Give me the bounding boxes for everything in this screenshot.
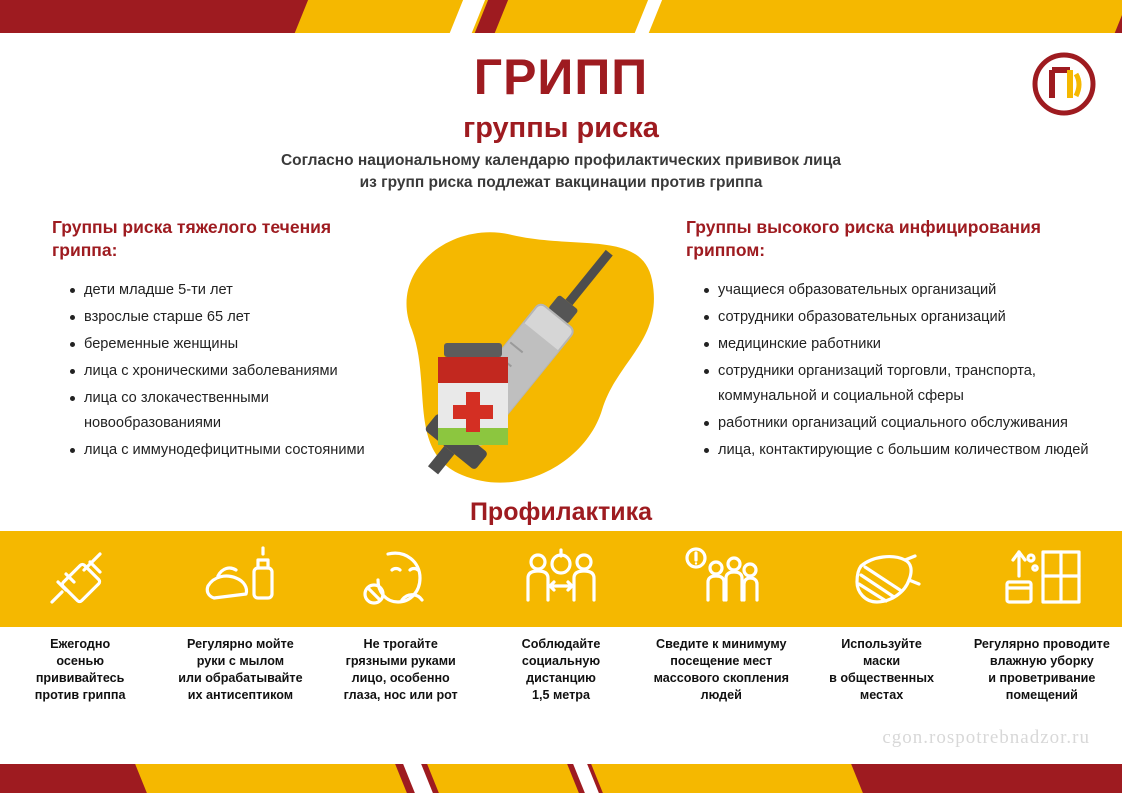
prevention-icon-cell-4 — [481, 531, 641, 627]
prevention-caption-7: Регулярно проводите влажную уборку и проветривание помещений — [973, 637, 1110, 702]
list-item: сотрудники образовательных организаций — [704, 305, 1122, 330]
band-yellow-stripe-bottom-2 — [425, 759, 579, 793]
band-white-underline — [0, 33, 1122, 40]
list-item: беременные женщины — [70, 332, 370, 357]
bottom-decorative-band — [0, 759, 1122, 793]
cleaning-ventilation-icon — [997, 542, 1087, 616]
list-item: дети младше 5-ти лет — [70, 278, 370, 303]
avoid-crowds-icon — [678, 542, 764, 616]
list-item: лица, контактирующие с большим количеством людей — [704, 438, 1122, 463]
left-risk-list — [52, 278, 370, 465]
list-item: работники организаций социального обслуживания — [704, 411, 1122, 436]
prevention-icons-row — [0, 531, 1122, 627]
syringe-icon — [40, 542, 120, 616]
page-title: ГРИПП — [473, 49, 649, 105]
prevention-caption-row — [0, 636, 1122, 704]
list-item: сотрудники организаций торговли, транспорта, коммунальной и социальной сферы — [704, 359, 1122, 409]
band-yellow-stripe-bottom-1 — [133, 759, 407, 793]
page-subtitle: группы риска — [463, 112, 659, 144]
band-white-overline — [0, 759, 1122, 764]
left-column-heading: Группы риска тяжелого течения гриппа: — [52, 217, 332, 260]
prevention-icon-cell-2 — [160, 531, 320, 627]
prevention-caption-6: Используйте маски в общественных местах — [829, 637, 934, 702]
face-mask-icon — [839, 542, 925, 616]
prevention-caption-3: Не трогайте грязными руками лицо, особенно глаза, нос или рот — [343, 637, 458, 702]
watermark-url: cgon.rospotrebnadzor.ru — [882, 727, 1090, 748]
no-touch-face-icon — [358, 542, 444, 616]
prevention-title: Профилактика — [469, 498, 653, 526]
prevention-icon-cell-5 — [641, 531, 801, 627]
list-item: взрослые старше 65 лет — [70, 305, 370, 330]
prevention-icon-cell-3 — [321, 531, 481, 627]
prevention-icon-cell-7 — [962, 531, 1122, 627]
prevention-caption-1: Ежегодно осенью прививайтесь против гриппа — [34, 637, 126, 702]
prevention-icon-cell-6 — [801, 531, 961, 627]
list-item: лица со злокачественными новообразованиями — [70, 386, 370, 436]
syringe-and-vaccine-vial-illustration — [352, 210, 682, 510]
prevention-caption-2: Регулярно мойте руки с мылом или обрабатывайте их антисептиком — [178, 637, 303, 702]
band-yellow-stripe-bottom-3 — [589, 759, 863, 793]
prevention-icon-cell-1 — [0, 531, 160, 627]
prevention-caption-5: Сведите к минимуму посещение мест массового скопления людей — [653, 637, 789, 702]
intro-line-2: из групп риска подлежат вакцинации против гриппа — [359, 174, 763, 191]
top-decorative-band — [0, 0, 1122, 40]
prevention-caption-4: Соблюдайте социальную дистанцию 1,5 метра — [521, 637, 601, 702]
list-item: лица с хроническими заболеваниями — [70, 359, 370, 384]
right-column-heading: Группы высокого риска инфицирования гриппом: — [686, 217, 1041, 260]
handwash-soap-icon — [196, 542, 284, 616]
social-distance-icon — [518, 542, 604, 616]
intro-text — [0, 150, 1122, 194]
right-risk-list — [686, 278, 1122, 465]
list-item: учащиеся образовательных организаций — [704, 278, 1122, 303]
list-item: медицинские работники — [704, 332, 1122, 357]
intro-line-1: Согласно национальному календарю профилактических прививок лица — [280, 152, 842, 169]
list-item: лица с иммунодефицитными состояними — [70, 438, 370, 463]
